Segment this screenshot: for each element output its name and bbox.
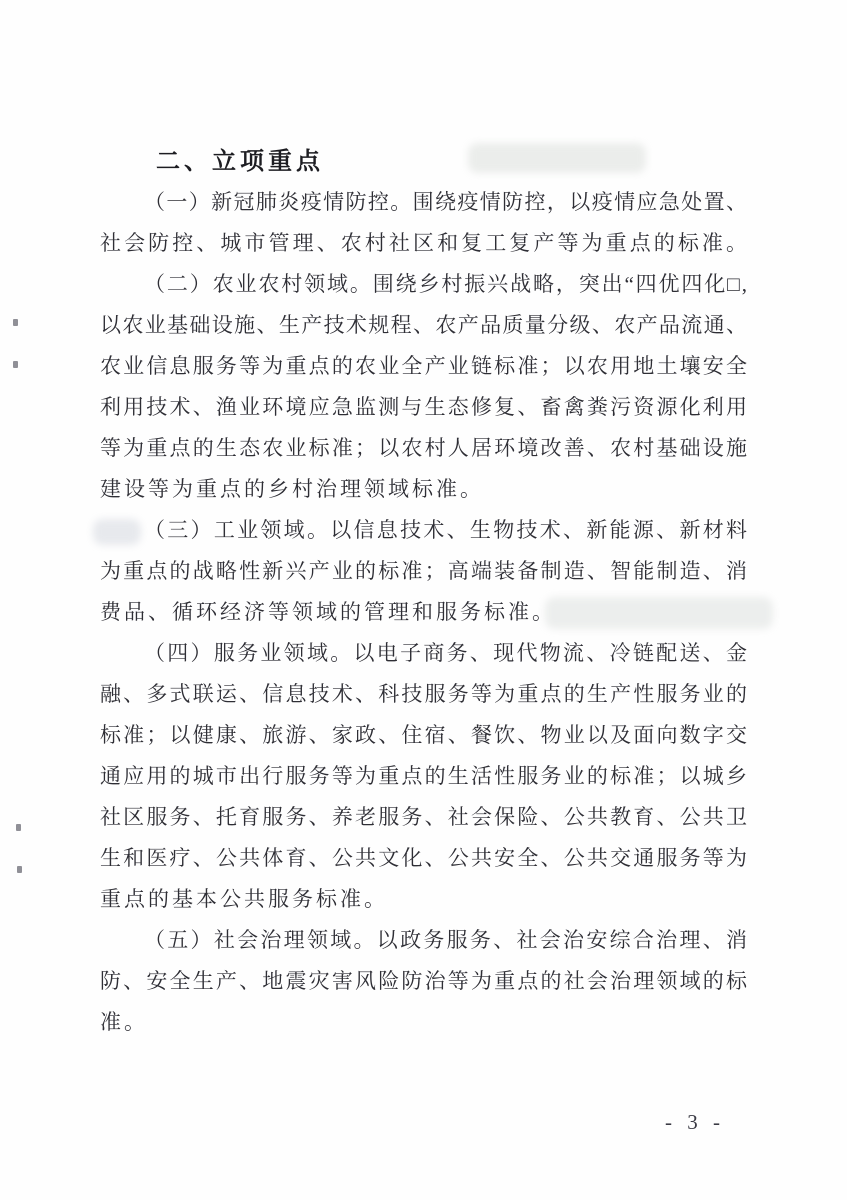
scan-speck: [16, 824, 21, 831]
text-line: 社会防控、城市管理、农村社区和复工复产等为重点的标准。: [100, 231, 747, 255]
text-line: （四）服务业领域。以电子商务、现代物流、冷链配送、金: [144, 641, 747, 665]
text-line: 为重点的战略性新兴产业的标准；高端装备制造、智能制造、消: [100, 559, 747, 583]
text-line: 以农业基础设施、生产技术规程、农产品质量分级、农产品流通、: [100, 313, 747, 337]
document-body: [100, 141, 747, 1043]
paragraph-social-governance: [100, 920, 747, 1043]
text-line: 融、多式联运、信息技术、科技服务等为重点的生产性服务业的: [100, 682, 747, 706]
scan-speck: [13, 319, 18, 326]
text-line: 利用技术、渔业环境应急监测与生态修复、畜禽粪污资源化利用: [100, 395, 747, 419]
text-line: （三）工业领域。以信息技术、生物技术、新能源、新材料: [144, 518, 747, 542]
text-line: 通应用的城市出行服务等为重点的生活性服务业的标准；以城乡: [100, 764, 747, 788]
text-line: 标准；以健康、旅游、家政、住宿、餐饮、物业以及面向数字交: [100, 723, 747, 747]
scan-speck: [13, 361, 18, 368]
text-line: 重点的基本公共服务标准。: [100, 887, 388, 911]
text-line: 等为重点的生态农业标准；以农村人居环境改善、农村基础设施: [100, 436, 747, 460]
text-line: （一）新冠肺炎疫情防控。围绕疫情防控，以疫情应急处置、: [144, 190, 747, 214]
text-line: （五）社会治理领域。以政务服务、社会治安综合治理、消: [144, 928, 747, 952]
paragraph-service-industry: [100, 633, 747, 920]
text-line: 生和医疗、公共体育、公共文化、公共安全、公共交通服务等为: [100, 846, 747, 870]
text-line: （二）农业农村领域。围绕乡村振兴战略，突出“四优四化□,: [144, 272, 747, 296]
section-heading: 二、立项重点: [156, 148, 324, 175]
text-line: 社区服务、托育服务、养老服务、社会保险、公共教育、公共卫: [100, 805, 747, 829]
text-line: 建设等为重点的乡村治理领域标准。: [100, 477, 484, 501]
paragraph-agriculture-rural: [100, 264, 747, 510]
paragraph-industry: [100, 510, 747, 633]
text-line: 准。: [100, 1010, 148, 1034]
text-line: 农业信息服务等为重点的农业全产业链标准；以农用地土壤安全: [100, 354, 747, 378]
text-line: 防、安全生产、地震灾害风险防治等为重点的社会治理领域的标: [100, 969, 747, 993]
scan-speck: [17, 866, 22, 873]
page-number: - 3 -: [665, 1110, 725, 1134]
paragraph-epidemic-prevention: [100, 182, 747, 264]
text-line: 费品、循环经济等领域的管理和服务标准。: [100, 600, 556, 624]
